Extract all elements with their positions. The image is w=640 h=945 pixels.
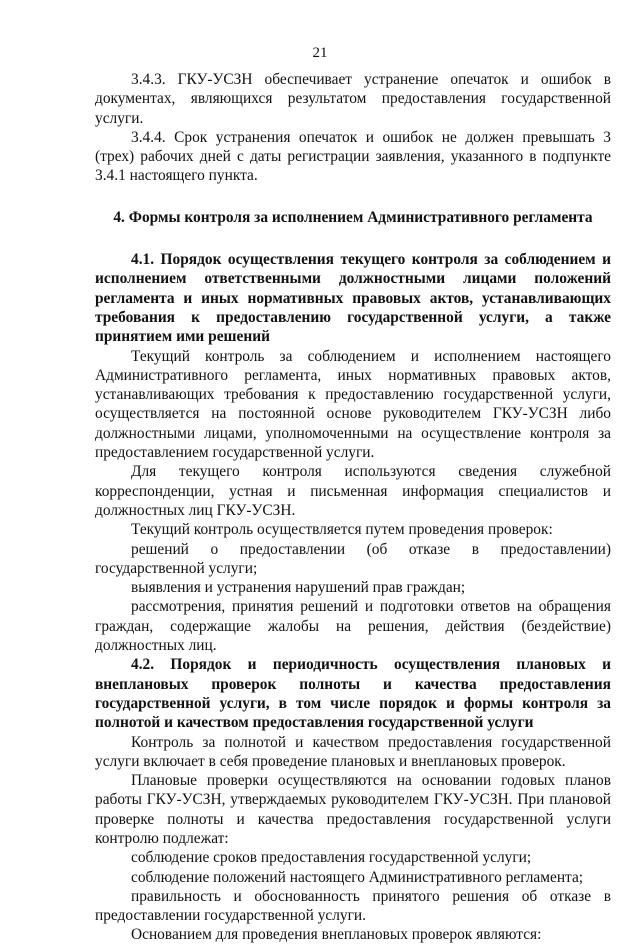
paragraph-current-control: Текущий контроль за соблюдением и исполнением настоящего Административного регламента, иных нормативных правовых актов, устанавливающих требования к предоставлению государственной услуги, осуществляется на постоянной основе руководителем ГКУ-УСЗН либо должностными лицами, уполномоченными на осуществление контроля за предоставлением государственной услуги. [95, 347, 611, 462]
page-number: 21 [312, 45, 328, 61]
paragraph-completeness-control: Контроль за полнотой и качеством предоставления государственной услуги включает в себя проведение плановых и внеплановых проверок. [95, 733, 611, 770]
list-item-refusal-correctness: правильность и обоснованность принятого решения об отказе в предоставлении государственной услуги. [95, 887, 611, 925]
document-body [95, 70, 611, 945]
list-item-violations: выявления и устранения нарушений прав граждан; [131, 579, 466, 597]
paragraph-3-4-3: 3.4.3. ГКУ-УСЗН обеспечивает устранение опечаток и ошибок в документах, являющихся результатом предоставления государственной услуги. [95, 71, 611, 127]
list-item-regulation-compliance: соблюдение положений настоящего Административного регламента; [131, 868, 584, 886]
section-4-heading: 4. Формы контроля за исполнением Административного регламента [113, 208, 593, 226]
paragraph-planned-checks: Плановые проверки осуществляются на основании годовых планов работы ГКУ-УСЗН, утверждаемых руководителем ГКУ-УСЗН. При плановой проверке полноты и качества предоставления государственной услуги контролю подлежат: [95, 772, 611, 847]
paragraph-control-sources: Для текущего контроля используются сведения служебной корреспонденции, устная и письменная информация специалистов и должностных лиц ГКУ-УСЗН. [95, 463, 611, 519]
subsection-4-2-heading: 4.2. Порядок и периодичность осуществления плановых и внеплановых проверок полноты и качества предоставления государственной услуги, в том числе порядок и формы контроля за полнотой и качеством предоставления государственной услуги [95, 656, 611, 732]
list-item-decisions: решений о предоставлении (об отказе в предоставлении) государственной услуги; [95, 540, 611, 577]
subsection-4-1-heading: 4.1. Порядок осуществления текущего контроля за соблюдением и исполнением ответственными должностными лицами положений регламента и иных нормативных правовых актов, устанавливающих требования к предоставлению государственной услуги, а также принятием ими решений [95, 251, 611, 346]
paragraph-3-4-4: 3.4.4. Срок устранения опечаток и ошибок не должен превышать 3 (трех) рабочих дней с даты регистрации заявления, указанного в подпункте 3.4.1 настоящего пункта. [95, 128, 611, 185]
list-item-appeals: рассмотрения, принятия решений и подготовки ответов на обращения граждан, содержащие жалобы на решения, действия (бездействие) должностных лиц. [95, 598, 611, 655]
paragraph-checks-intro: Текущий контроль осуществляется путем проведения проверок: [131, 521, 553, 539]
list-item-deadlines: соблюдение сроков предоставления государственной услуги; [131, 849, 532, 867]
paragraph-unplanned-checks: Основанием для проведения внеплановых проверок являются: [131, 926, 542, 944]
